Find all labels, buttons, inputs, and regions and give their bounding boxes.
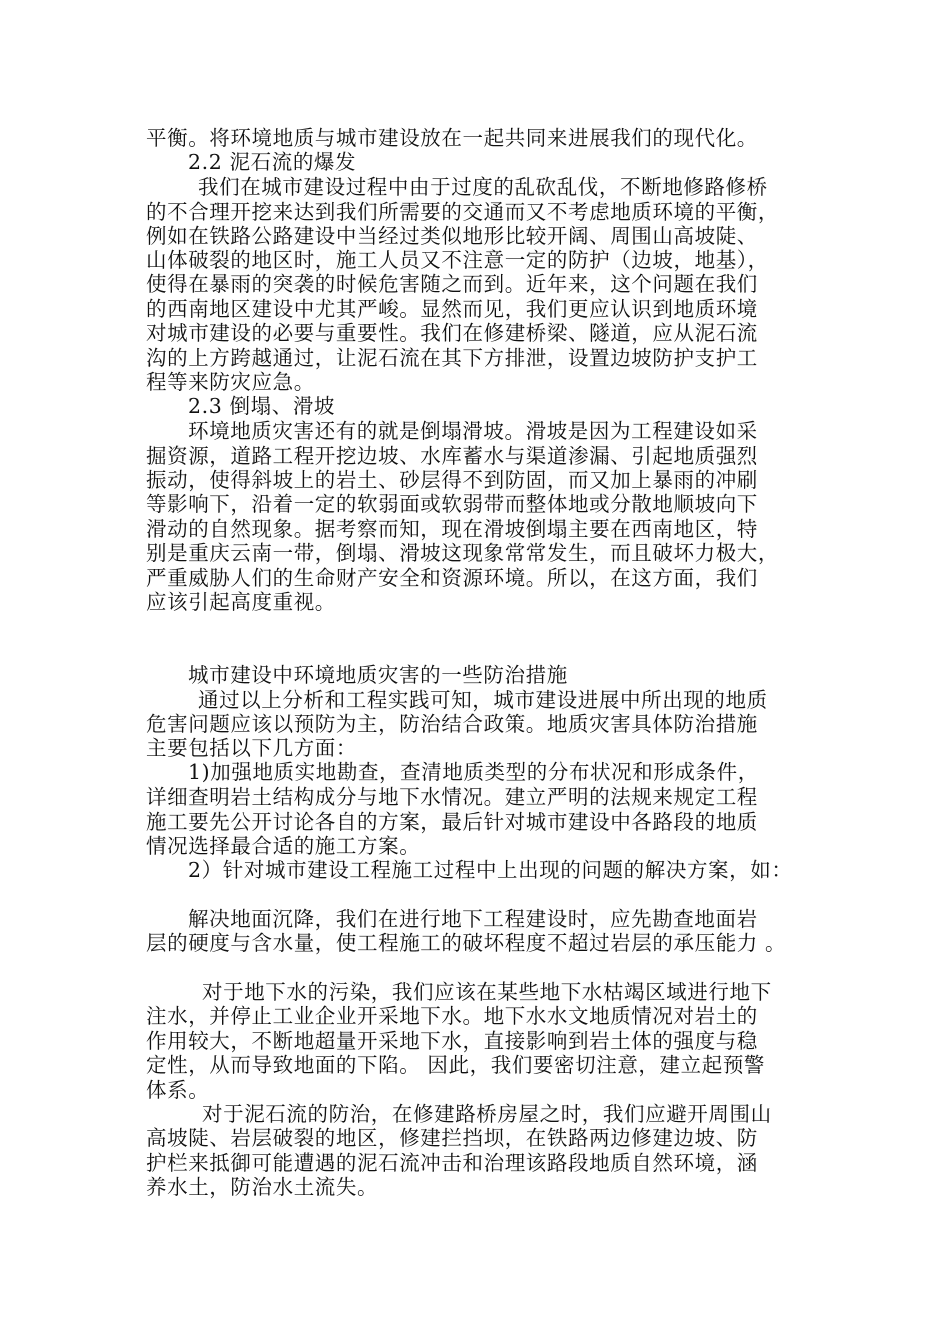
text-line: 沟的上方跨越通过，让泥石流在其下方排泄，设置边坡防护支护工 [146, 346, 758, 370]
text-line: 应该引起高度重视。 [146, 590, 336, 614]
text-line: 危害问题应该以预防为主，防治结合政策。地质灾害具体防治措施 [146, 712, 758, 736]
text-line: 对于泥石流的防治，在修建路桥房屋之时，我们应避开周围山 [202, 1102, 772, 1126]
text-line: 我们在城市建设过程中由于过度的乱砍乱伐，不断地修路修桥 [198, 175, 768, 199]
section-heading: 城市建设中环境地质灾害的一些防治措施 [188, 663, 568, 687]
text-line: 掘资源，道路工程开挖边坡、水库蓄水与渠道渗漏、引起地质强烈 [146, 444, 758, 468]
text-line: 的西南地区建设中尤其严峻。显然而见，我们更应认识到地质环境 [146, 297, 758, 321]
text-line: 养水土，防治水土流失。 [146, 1175, 379, 1199]
text-line: 环境地质灾害还有的就是倒塌滑坡。滑坡是因为工程建设如采 [188, 419, 758, 443]
text-line: 山体破裂的地区时，施工人员又不注意一定的防护（边坡，地基）， [146, 248, 769, 272]
text-line: 情况选择最合适的施工方案。 [146, 834, 421, 858]
text-line: 例如在铁路公路建设中当经过类似地形比较开阔、周围山高坡陡、 [146, 224, 758, 248]
text-line: 体系。 [146, 1078, 210, 1102]
section-heading: 2.2 泥石流的爆发 [188, 150, 357, 174]
text-line: 对于地下水的污染，我们应该在某些地下水枯竭区域进行地下 [202, 980, 772, 1004]
text-line: 振动，使得斜坡上的岩土、砂层得不到防固，而又加上暴雨的冲刷 [146, 468, 758, 492]
text-line: 通过以上分析和工程实践可知，城市建设进展中所出现的地质 [198, 688, 768, 712]
text-line: 护栏来抵御可能遭遇的泥石流冲击和治理该路段地质自然环境，涵 [146, 1151, 758, 1175]
text-line: 对城市建设的必要与重要性。我们在修建桥梁、隧道，应从泥石流 [146, 321, 758, 345]
text-line: 定性，从而导致地面的下陷。 因此，我们要密切注意，建立起预警 [146, 1053, 766, 1077]
text-line: 使得在暴雨的突袭的时候危害随之而到。近年来，这个问题在我们 [146, 272, 758, 296]
list-item: 2）针对城市建设工程施工过程中上出现的问题的解决方案，如： [188, 858, 793, 882]
text-line: 高坡陡、岩层破裂的地区，修建拦挡坝，在铁路两边修建边坡、防 [146, 1126, 758, 1150]
text-line: 别是重庆云南一带，倒塌、滑坡这现象常常发生，而且破坏力极大， [146, 541, 779, 565]
text-line: 滑动的自然现象。据考察而知，现在滑坡倒塌主要在西南地区，特 [146, 517, 758, 541]
list-item: 1)加强地质实地勘查，查清地质类型的分布状况和形成条件， [188, 760, 759, 784]
text-line: 主要包括以下几方面： [146, 736, 357, 760]
section-heading: 2.3 倒塌、滑坡 [188, 394, 336, 418]
text-line: 作用较大，不断地超量开采地下水，直接影响到岩土体的强度与稳 [146, 1029, 758, 1053]
text-line: 严重威胁人们的生命财产安全和资源环境。所以，在这方面，我们 [146, 566, 758, 590]
text-line: 层的硬度与含水量，使工程施工的破坏程度不超过岩层的承压能力 。 [146, 931, 787, 955]
text-line: 程等来防灾应急。 [146, 370, 315, 394]
text-line: 详细查明岩土结构成分与地下水情况。建立严明的法规来规定工程 [146, 785, 758, 809]
text-line: 的不合理开挖来达到我们所需要的交通而又不考虑地质环境的平衡， [146, 200, 779, 224]
text-line: 解决地面沉降，我们在进行地下工程建设时，应先勘查地面岩 [188, 907, 758, 931]
text-line: 注水，并停止工业企业开采地下水。地下水水文地质情况对岩土的 [146, 1004, 758, 1028]
text-line: 施工要先公开讨论各自的方案，最后针对城市建设中各路段的地质 [146, 810, 758, 834]
text-line: 平衡。将环境地质与城市建设放在一起共同来进展我们的现代化。 [146, 126, 758, 150]
text-line: 等影响下，沿着一定的软弱面或软弱带而整体地或分散地顺坡向下 [146, 492, 758, 516]
